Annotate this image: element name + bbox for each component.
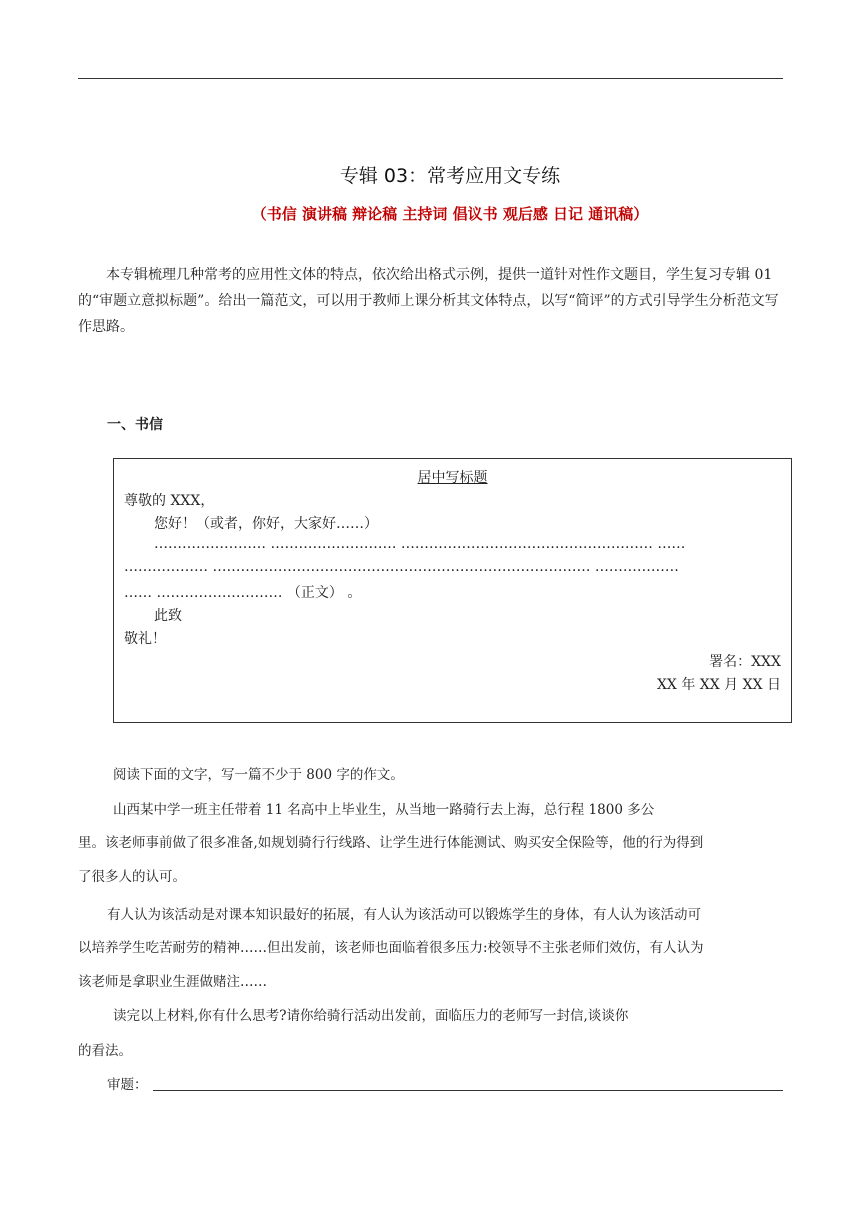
- prompt-para2-line3: 该老师是拿职业生涯做赌注……: [78, 974, 267, 990]
- prompt-para2-line2: 以培养学生吃苦耐劳的精神……但出发前，该老师也面临着很多压力:校领导不主张老师们效仿，有人认为: [78, 940, 704, 956]
- letter-closing-1: 此致: [154, 608, 182, 624]
- letter-body-dots-1: …………………… ……………………… ……………………………………………… ……: [154, 536, 686, 552]
- prompt-para3-line1: 读完以上材料,你有什么思考?请你给骑行活动出发前，面临压力的老师写一封信,谈谈你: [113, 1008, 629, 1024]
- prompt-para2-line1: 有人认为该活动是对课本知识最好的拓展，有人认为该活动可以锻炼学生的身体，有人认为该活动可: [107, 907, 701, 923]
- page-subtitle: （书信 演讲稿 辩论稿 主持词 倡议书 观后感 日记 通讯稿）: [251, 205, 649, 223]
- header-rule: [78, 78, 783, 79]
- prompt-para1-line3: 了很多人的认可。: [78, 869, 186, 885]
- audit-answer-line: [153, 1090, 783, 1091]
- letter-heading: 居中写标题: [417, 470, 488, 486]
- letter-format-box: [113, 458, 792, 723]
- letter-body-dots-3: …… ……………………… （正文） 。: [124, 585, 362, 601]
- letter-body-dots-2: ……………… ……………………………………………………………………… ………………: [124, 559, 679, 575]
- prompt-para3-line2: 的看法。: [78, 1043, 132, 1059]
- letter-greeting: 您好！（或者，你好，大家好……）: [154, 516, 378, 532]
- prompt-para1-line1: 山西某中学一班主任带着 11 名高中上毕业生，从当地一路骑行去上海，总行程 1800 多公: [113, 802, 655, 818]
- letter-date: XX 年 XX 月 XX 日: [656, 677, 781, 693]
- prompt-para1-line2: 里。该老师事前做了很多准备,如规划骑行行线路、让学生进行体能测试、购买安全保险等，他的行为得到: [78, 835, 704, 851]
- section-heading-letter: 一、书信: [107, 417, 163, 433]
- audit-label: 审题：: [107, 1077, 148, 1093]
- letter-closing-2: 敬礼！: [124, 631, 166, 647]
- page-title: 专辑 03：常考应用文专练: [339, 165, 561, 187]
- letter-signature: 署名：XXX: [709, 654, 781, 670]
- intro-paragraph: 本专辑梳理几种常考的应用性文体的特点，依次给出格式示例，提供一道针对性作文题目，学生复习专辑 01 的“审题立意拟标题”。给出一篇范文，可以用于教师上课分析其文体特点，以写“简评”的方式引导学生分析范文写作思路。: [78, 267, 779, 335]
- prompt-instruction: 阅读下面的文字，写一篇不少于 800 字的作文。: [113, 767, 404, 783]
- letter-salutation: 尊敬的 XXX，: [124, 493, 215, 509]
